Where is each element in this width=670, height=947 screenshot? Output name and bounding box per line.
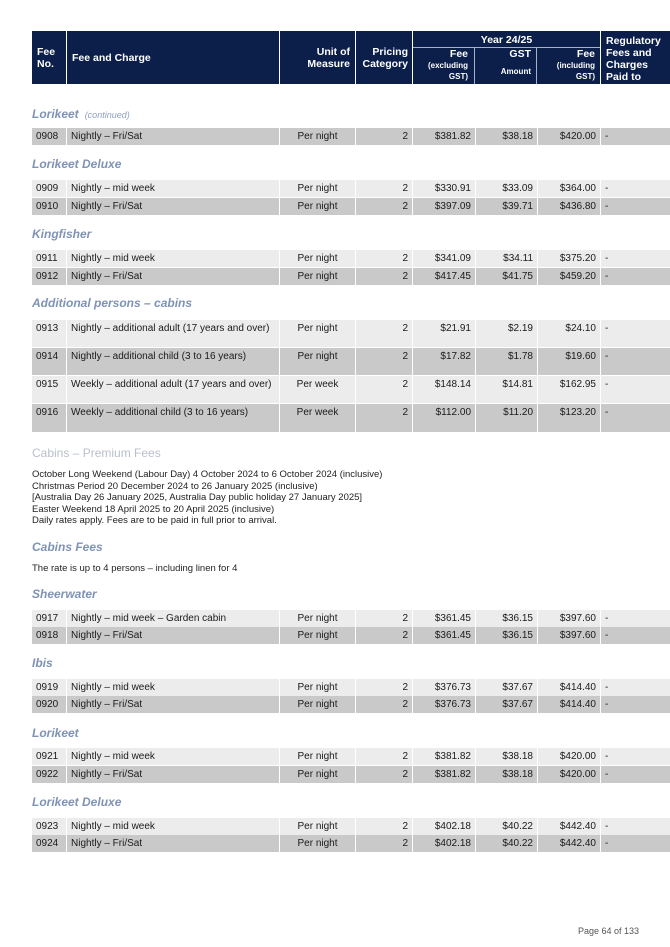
header-gst — [476, 48, 537, 84]
section-heading — [32, 656, 53, 670]
unit-cell: Per night — [280, 748, 355, 765]
pricing-category-cell: 2 — [356, 320, 412, 347]
header-fee-incl-sub: (including GST) — [556, 61, 595, 81]
pricing-category-cell: 2 — [356, 180, 412, 197]
unit-cell: Per night — [280, 766, 355, 783]
section-title: Lorikeet — [32, 107, 79, 121]
fee-excl-cell: $381.82 — [413, 748, 475, 765]
gst-cell: $36.15 — [476, 610, 537, 627]
header-year-group — [413, 31, 600, 84]
regulatory-cell: - — [601, 404, 670, 432]
fee-description-cell: Nightly – Fri/Sat — [67, 128, 279, 145]
fee-no-cell: 0908 — [32, 128, 66, 145]
header-fee-excl-label: Fee — [449, 48, 468, 60]
section-title: Ibis — [32, 656, 53, 670]
fee-description-cell: Weekly – additional adult (17 years and over) — [67, 376, 279, 403]
table-row — [32, 198, 638, 215]
pricing-category-cell: 2 — [356, 348, 412, 375]
unit-cell: Per night — [280, 818, 355, 835]
fee-no-cell: 0915 — [32, 376, 66, 403]
section-heading — [32, 107, 130, 121]
pricing-category-cell: 2 — [356, 696, 412, 713]
fee-incl-cell: $375.20 — [538, 250, 600, 267]
fee-no-cell: 0923 — [32, 818, 66, 835]
fee-incl-cell: $397.60 — [538, 610, 600, 627]
premium-line: Easter Weekend 18 April 2025 to 20 April 2025 (inclusive) — [32, 503, 275, 515]
fee-incl-cell: $162.95 — [538, 376, 600, 403]
section-title: Kingfisher — [32, 227, 92, 241]
section-heading — [32, 795, 121, 809]
section-heading — [32, 587, 97, 601]
gst-cell: $40.22 — [476, 835, 537, 852]
fee-no-cell: 0913 — [32, 320, 66, 347]
fee-excl-cell: $376.73 — [413, 679, 475, 696]
gst-cell: $11.20 — [476, 404, 537, 432]
fee-description-cell: Nightly – additional adult (17 years and over) — [67, 320, 279, 347]
section-note: (continued) — [84, 110, 130, 120]
table-row — [32, 320, 638, 347]
fee-no-cell: 0909 — [32, 180, 66, 197]
fee-incl-cell: $19.60 — [538, 348, 600, 375]
fee-description-cell: Nightly – Fri/Sat — [67, 627, 279, 644]
gst-cell: $1.78 — [476, 348, 537, 375]
regulatory-cell: - — [601, 128, 670, 145]
regulatory-cell: - — [601, 198, 670, 215]
fee-excl-cell: $21.91 — [413, 320, 475, 347]
fee-description-cell: Nightly – Fri/Sat — [67, 696, 279, 713]
regulatory-cell: - — [601, 250, 670, 267]
fee-description-cell: Nightly – Fri/Sat — [67, 766, 279, 783]
fee-excl-cell: $376.73 — [413, 696, 475, 713]
fee-incl-cell: $420.00 — [538, 128, 600, 145]
fee-excl-cell: $381.82 — [413, 766, 475, 783]
fee-description-cell: Nightly – Fri/Sat — [67, 268, 279, 285]
section-title: Cabins Fees — [32, 540, 103, 554]
premium-fees-heading: Cabins – Premium Fees — [32, 446, 161, 460]
pricing-category-cell: 2 — [356, 679, 412, 696]
fee-description-cell: Nightly – mid week — [67, 818, 279, 835]
fee-excl-cell: $402.18 — [413, 835, 475, 852]
cabins-fees-text: The rate is up to 4 persons – including linen for 4 — [32, 563, 238, 574]
table-row — [32, 696, 638, 713]
regulatory-cell: - — [601, 696, 670, 713]
fee-description-cell: Nightly – Fri/Sat — [67, 198, 279, 215]
pricing-category-cell: 2 — [356, 250, 412, 267]
gst-cell: $40.22 — [476, 818, 537, 835]
fee-incl-cell: $420.00 — [538, 748, 600, 765]
fee-no-cell: 0918 — [32, 627, 66, 644]
regulatory-cell: - — [601, 376, 670, 403]
fee-no-cell: 0924 — [32, 835, 66, 852]
gst-cell: $33.09 — [476, 180, 537, 197]
fee-excl-cell: $341.09 — [413, 250, 475, 267]
gst-cell: $41.75 — [476, 268, 537, 285]
fee-incl-cell: $414.40 — [538, 679, 600, 696]
premium-line: Daily rates apply. Fees are to be paid in full prior to arrival. — [32, 515, 277, 526]
regulatory-cell: - — [601, 679, 670, 696]
premium-fees-text — [32, 469, 382, 527]
gst-cell: $38.18 — [476, 128, 537, 145]
pricing-category-cell: 2 — [356, 268, 412, 285]
table-row — [32, 128, 638, 145]
fee-incl-cell: $24.10 — [538, 320, 600, 347]
header-fee-no: Fee No. — [32, 31, 66, 84]
fee-excl-cell: $417.45 — [413, 268, 475, 285]
unit-cell: Per night — [280, 679, 355, 696]
table-row — [32, 376, 638, 403]
fee-incl-cell: $420.00 — [538, 766, 600, 783]
fee-no-cell: 0922 — [32, 766, 66, 783]
fee-excl-cell: $361.45 — [413, 627, 475, 644]
gst-cell: $37.67 — [476, 696, 537, 713]
fee-excl-cell: $148.14 — [413, 376, 475, 403]
header-fee-excl-sub: (excluding GST) — [427, 61, 468, 81]
table-row — [32, 748, 638, 765]
pricing-category-cell: 2 — [356, 404, 412, 432]
header-fee-and-charge: Fee and Charge — [67, 31, 279, 84]
fee-incl-cell: $414.40 — [538, 696, 600, 713]
header-unit-of-measure: Unit of Measure — [280, 31, 355, 84]
regulatory-cell: - — [601, 348, 670, 375]
unit-cell: Per night — [280, 198, 355, 215]
fee-no-cell: 0910 — [32, 198, 66, 215]
pricing-category-cell: 2 — [356, 835, 412, 852]
table-row — [32, 268, 638, 285]
fee-excl-cell: $17.82 — [413, 348, 475, 375]
fee-incl-cell: $123.20 — [538, 404, 600, 432]
fee-description-cell: Nightly – Fri/Sat — [67, 835, 279, 852]
table-row — [32, 818, 638, 835]
fee-excl-cell: $381.82 — [413, 128, 475, 145]
fee-no-cell: 0920 — [32, 696, 66, 713]
unit-cell: Per night — [280, 627, 355, 644]
gst-cell: $34.11 — [476, 250, 537, 267]
fee-description-cell: Weekly – additional child (3 to 16 years) — [67, 404, 279, 432]
unit-cell: Per week — [280, 404, 355, 432]
premium-line: [Australia Day 26 January 2025, Australia Day public holiday 27 January 2025] — [32, 492, 363, 503]
unit-cell: Per night — [280, 180, 355, 197]
regulatory-cell: - — [601, 818, 670, 835]
unit-cell: Per night — [280, 250, 355, 267]
table-row — [32, 679, 638, 696]
gst-cell: $37.67 — [476, 679, 537, 696]
table-header — [32, 31, 661, 84]
section-heading — [32, 227, 91, 241]
table-row — [32, 180, 638, 197]
unit-cell: Per night — [280, 835, 355, 852]
table-row — [32, 404, 638, 432]
regulatory-cell: - — [601, 268, 670, 285]
premium-line: October Long Weekend (Labour Day) 4 October 2024 to 6 October 2024 (inclusive) — [32, 469, 383, 480]
header-fee-excl — [413, 48, 475, 84]
section-title: Lorikeet Deluxe — [32, 795, 122, 809]
pricing-category-cell: 2 — [356, 627, 412, 644]
fee-incl-cell: $442.40 — [538, 818, 600, 835]
pricing-category-cell: 2 — [356, 748, 412, 765]
header-fee-incl — [538, 48, 600, 84]
fee-description-cell: Nightly – mid week — [67, 250, 279, 267]
pricing-category-cell: 2 — [356, 198, 412, 215]
regulatory-cell: - — [601, 748, 670, 765]
unit-cell: Per night — [280, 696, 355, 713]
section-title: Lorikeet Deluxe — [32, 157, 122, 171]
fee-description-cell: Nightly – mid week — [67, 748, 279, 765]
fee-no-cell: 0917 — [32, 610, 66, 627]
unit-cell: Per night — [280, 320, 355, 347]
section-heading — [32, 157, 121, 171]
fee-excl-cell: $361.45 — [413, 610, 475, 627]
fee-no-cell: 0912 — [32, 268, 66, 285]
fee-no-cell: 0911 — [32, 250, 66, 267]
gst-cell: $38.18 — [476, 748, 537, 765]
regulatory-cell: - — [601, 835, 670, 852]
unit-cell: Per night — [280, 348, 355, 375]
fee-excl-cell: $397.09 — [413, 198, 475, 215]
fee-description-cell: Nightly – mid week – Garden cabin — [67, 610, 279, 627]
section-title: Lorikeet — [32, 726, 79, 740]
gst-cell: $14.81 — [476, 376, 537, 403]
gst-cell: $36.15 — [476, 627, 537, 644]
unit-cell: Per night — [280, 128, 355, 145]
table-row — [32, 766, 638, 783]
table-row — [32, 835, 638, 852]
regulatory-cell: - — [601, 610, 670, 627]
section-heading — [32, 296, 192, 310]
gst-cell: $38.18 — [476, 766, 537, 783]
regulatory-cell: - — [601, 766, 670, 783]
fee-excl-cell: $330.91 — [413, 180, 475, 197]
pricing-category-cell: 2 — [356, 376, 412, 403]
regulatory-cell: - — [601, 180, 670, 197]
fee-excl-cell: $402.18 — [413, 818, 475, 835]
section-heading — [32, 726, 79, 740]
fee-excl-cell: $112.00 — [413, 404, 475, 432]
fee-description-cell: Nightly – mid week — [67, 679, 279, 696]
section-title: Additional persons – cabins — [32, 296, 193, 310]
header-pricing-category: Pricing Category — [356, 31, 412, 84]
section-heading — [32, 540, 103, 554]
fee-incl-cell: $436.80 — [538, 198, 600, 215]
pricing-category-cell: 2 — [356, 128, 412, 145]
fee-no-cell: 0921 — [32, 748, 66, 765]
header-gst-sub: Amount — [500, 67, 531, 76]
pricing-category-cell: 2 — [356, 766, 412, 783]
fee-no-cell: 0916 — [32, 404, 66, 432]
fee-incl-cell: $442.40 — [538, 835, 600, 852]
regulatory-cell: - — [601, 320, 670, 347]
unit-cell: Per night — [280, 610, 355, 627]
pricing-category-cell: 2 — [356, 610, 412, 627]
header-regulatory: Regulatory Fees and Charges Paid to — [601, 31, 670, 84]
table-row — [32, 348, 638, 375]
pricing-category-cell: 2 — [356, 818, 412, 835]
header-year: Year 24/25 — [480, 34, 533, 46]
page-number: Page 64 of 133 — [577, 926, 639, 936]
fee-description-cell: Nightly – additional child (3 to 16 years) — [67, 348, 279, 375]
regulatory-cell: - — [601, 627, 670, 644]
fee-incl-cell: $397.60 — [538, 627, 600, 644]
section-title: Sheerwater — [32, 587, 97, 601]
table-row — [32, 627, 638, 644]
gst-cell: $39.71 — [476, 198, 537, 215]
fee-incl-cell: $364.00 — [538, 180, 600, 197]
fee-description-cell: Nightly – mid week — [67, 180, 279, 197]
premium-line: Christmas Period 20 December 2024 to 26 January 2025 (inclusive) — [32, 480, 318, 492]
unit-cell: Per week — [280, 376, 355, 403]
header-fee-incl-label: Fee — [576, 48, 595, 60]
table-row — [32, 610, 638, 627]
fee-no-cell: 0914 — [32, 348, 66, 375]
unit-cell: Per night — [280, 268, 355, 285]
table-row — [32, 250, 638, 267]
fee-incl-cell: $459.20 — [538, 268, 600, 285]
fee-no-cell: 0919 — [32, 679, 66, 696]
gst-cell: $2.19 — [476, 320, 537, 347]
header-gst-label: GST — [509, 48, 531, 60]
